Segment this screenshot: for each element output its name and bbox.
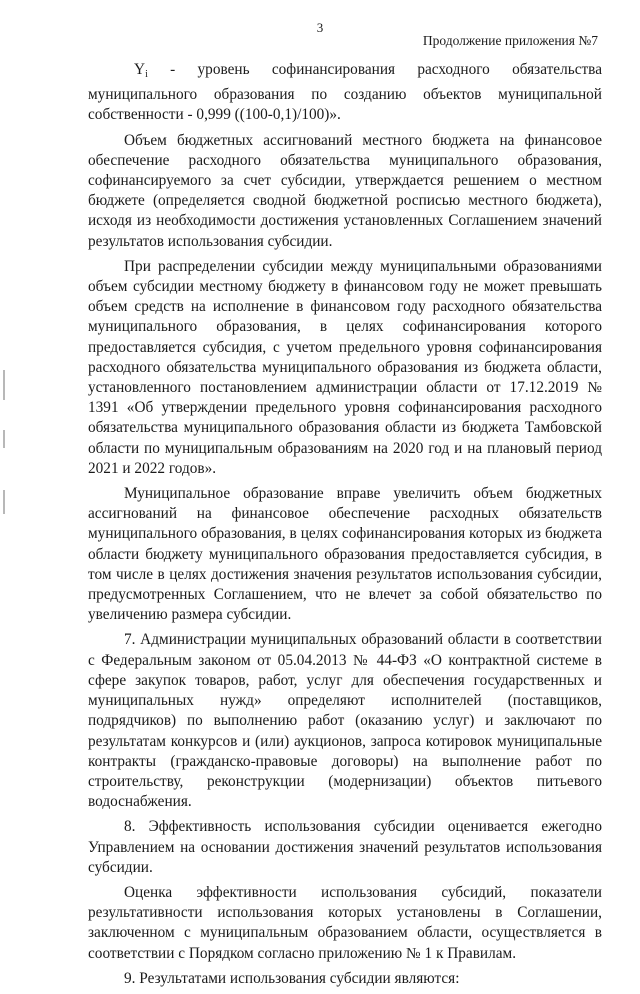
paragraph-budget-allocations: Объем бюджетных ассигнований местного бюджета на финансовое обеспечение расходного обязательства муниципального образования, софинансируемого за счет субсидии, утверждается решением о местном бюджете (определяется сводной бюджетной росписью местного бюджета), исходя из необходимости достижения установленных Соглашением значений результатов использования субсидии. [88,131,602,250]
appendix-header: Продолжение приложения №7 [422,33,598,48]
paragraph-section-7: 7. Администрации муниципальных образований области в соответствии с Федеральным законом от 05.04.2013 № 44-ФЗ «О контрактной системе в сфере закупок товаров, работ, услуг для обеспечения государственных и муниципальных нужд» определяют исполнителей (поставщиков, подрядчиков) по выполнению работ (оказанию услуг) и заключают по результатам конкурсов и (или) аукционов, запроса котировок муниципальные контракты (гражданско-правовые договоры) на выполнение работ по строительству, реконструкции (модернизации) объектов питьевого водоснабжения. [88,631,602,811]
paragraph-efficiency-assessment: Оценка эффективности использования субсидий, показатели результативности использования которых установлены в Соглашении, заключенном с муниципальным образованием области, осуществляется в соответствии с Порядком согласно приложению № 1 к Правилам. [88,883,602,962]
margin-scan-marks [2,370,8,530]
page-number: 3 [316,20,324,35]
paragraph-section-9: 9. Результатами использования субсидии являются: [124,969,460,987]
paragraph-formula-definition [88,60,602,126]
paragraph-section-8: 8. Эффективность использования субсидии оценивается ежегодно Управлением на основании достижения значений результатов использования субсидии. [88,818,602,876]
formula-variable: Y [134,61,146,78]
formula-definition-text: - уровень софинансирования расходного обязательства муниципального образования по созданию объектов муниципальной собственности - 0,999 ((100-0,1)/100)». [88,61,602,124]
paragraph-budget-increase: Муниципальное образование вправе увеличить объем бюджетных ассигнований на финансовое обеспечение расходных обязательств муниципального образования, в целях софинансирования которых из бюджета области бюджету муниципального образования предоставляется субсидия, в том числе в целях достижения значения результатов использования субсидии, предусмотренных Соглашением, что не влечет за собой обязательство по увеличению размера субсидии. [88,485,602,624]
document-body [88,60,602,994]
formula-subscript: i [145,69,148,80]
paragraph-subsidy-distribution: При распределении субсидии между муниципальными образованиями объем субсидии местному бюджету в финансовом году не может превышать объем средств на исполнение в финансовом году расходного обязательства муниципального образования, в целях софинансирования которого предоставляется субсидия, с учетом предельного уровня софинансирования расходного обязательства муниципального образования из бюджета области, установленного постановлением администрации области от 17.12.2019 № 1391 «Об утверждении предельного уровня софинансирования расходного обязательства муниципального образования области из бюджета Тамбовской области по муниципальным образованиям на 2020 год и на плановый период 2021 и 2022 годов». [88,257,602,477]
